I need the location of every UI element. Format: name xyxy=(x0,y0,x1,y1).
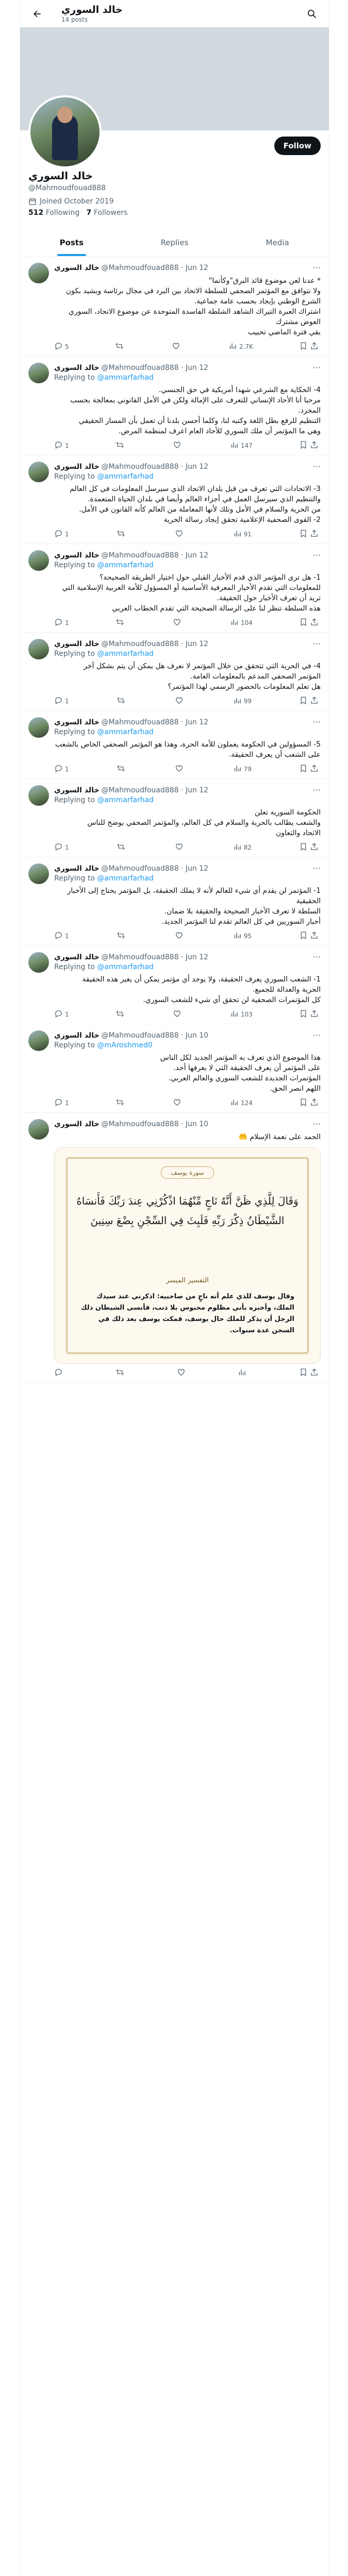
reply-count: 1 xyxy=(65,442,69,449)
post-actions-right xyxy=(299,931,319,941)
like-icon[interactable] xyxy=(175,931,184,941)
post-actions xyxy=(54,440,321,451)
repost-icon[interactable] xyxy=(117,696,125,706)
replying-to xyxy=(54,728,321,736)
views-icon[interactable] xyxy=(230,1009,239,1020)
search-icon[interactable] xyxy=(303,5,321,23)
like-icon[interactable] xyxy=(173,1098,181,1108)
share-icon[interactable] xyxy=(310,342,319,352)
like-action[interactable] xyxy=(175,696,186,706)
like-icon[interactable] xyxy=(173,1009,181,1020)
repost-action[interactable] xyxy=(117,842,127,853)
following-count[interactable]: 512 xyxy=(28,209,44,217)
repost-action[interactable] xyxy=(117,931,127,941)
post-item[interactable] xyxy=(20,857,329,946)
tafsir-text: وقال يوسف للذي علم أنه ناجٍ من صاحبيه: اذكرني عند سيدك الملك، وأخبره بأني مظلوم محبوس بلا ذنب، فأنسى الشيطان ذلك الرجل أن يذكر للملك حال يوسف، فمكث يوسف بعد ذلك في السجن عدة سنوات. xyxy=(80,1293,294,1334)
post-text: 5- المسؤولين في الحكومة يعملون للأمة الحرة، وهذا هو المؤتمر الصحفي الخاص بالشعب على الشعب أن يعرف الحقيقة. xyxy=(55,740,321,759)
replying-to-prefix: Replying to xyxy=(54,963,97,971)
post-item[interactable] xyxy=(20,779,329,857)
reply-icon[interactable] xyxy=(54,618,63,628)
profile-header xyxy=(20,130,329,217)
post-actions-right xyxy=(299,764,319,774)
post-body xyxy=(54,785,321,853)
post-avatar[interactable] xyxy=(28,363,49,383)
like-icon[interactable] xyxy=(172,342,180,352)
post-avatar[interactable] xyxy=(28,717,49,738)
post-avatar[interactable] xyxy=(28,785,49,806)
following-label[interactable]: Following xyxy=(45,209,80,217)
post-actions-right xyxy=(299,1368,319,1378)
reply-icon[interactable] xyxy=(54,764,63,774)
post-author-name[interactable]: خالد السوري xyxy=(54,1120,100,1128)
post-author-name[interactable]: خالد السوري xyxy=(54,363,100,372)
tab-posts[interactable]: Posts xyxy=(20,229,123,256)
like-icon[interactable] xyxy=(175,842,184,853)
more-options-icon[interactable]: ··· xyxy=(312,550,321,560)
reply-count: 1 xyxy=(65,698,69,705)
like-icon[interactable] xyxy=(173,618,181,628)
replying-to-prefix: Replying to xyxy=(54,874,97,883)
views-icon[interactable] xyxy=(233,529,242,539)
replying-to-link[interactable]: @ammarfarhad xyxy=(97,728,154,736)
post-handle-date[interactable]: @Mahmoudfouad888 · Jun 10 xyxy=(101,1120,209,1128)
share-icon[interactable] xyxy=(310,696,319,706)
post-body xyxy=(54,263,321,352)
replying-to-link[interactable]: @ammarfarhad xyxy=(97,374,154,382)
views-icon[interactable] xyxy=(233,842,242,853)
post-actions xyxy=(54,529,321,539)
post-author-name[interactable]: خالد السوري xyxy=(54,639,100,648)
more-options-icon[interactable]: ··· xyxy=(312,1030,321,1040)
replying-to xyxy=(54,650,321,658)
repost-icon[interactable] xyxy=(117,842,125,853)
post-header xyxy=(54,1119,321,1129)
post-actions xyxy=(54,764,321,774)
views-icon[interactable] xyxy=(233,764,242,774)
post-actions xyxy=(54,842,321,853)
share-icon[interactable] xyxy=(310,1368,319,1378)
views-count: 99 xyxy=(243,698,252,705)
more-options-icon[interactable]: ··· xyxy=(312,863,321,873)
post-author-name[interactable]: خالد السوري xyxy=(54,263,100,272)
profile-avatar[interactable] xyxy=(28,95,102,168)
share-icon[interactable] xyxy=(310,440,319,451)
post-header xyxy=(54,550,321,560)
views-icon[interactable] xyxy=(230,618,239,628)
post-author-name[interactable]: خالد السوري xyxy=(54,953,100,961)
reply-action[interactable] xyxy=(54,342,69,352)
post-item[interactable] xyxy=(20,1113,329,1383)
share-icon[interactable] xyxy=(310,618,319,628)
post-actions-right xyxy=(299,1098,319,1108)
more-options-icon[interactable]: ··· xyxy=(312,785,321,795)
post-image[interactable] xyxy=(54,1147,321,1364)
reply-action[interactable] xyxy=(54,764,69,774)
reply-count: 1 xyxy=(65,1099,69,1107)
post-text: 1- هل ترى المؤتمر الذي قدم الأخبار القبلي حول اختيار الطريقة الصحيحة؟ للمعلومات التي تقدم الأخبار المعرفية الأساسية أو المسؤول للأمة العربية الإسلامية التي تريد أن تعرف الأخبار حول الحقيقة. هذه السلطة تنظر لنا على الرسالة الصحيحة التي تقدم الخطاب العربي xyxy=(62,573,321,613)
bookmark-icon[interactable] xyxy=(299,529,308,539)
reply-icon[interactable] xyxy=(54,696,63,706)
post-header xyxy=(54,717,321,727)
post-actions xyxy=(54,696,321,706)
like-action[interactable] xyxy=(173,1098,184,1108)
post-actions-right xyxy=(299,618,319,628)
repost-icon[interactable] xyxy=(115,1009,124,1020)
reply-action[interactable] xyxy=(54,696,69,706)
replying-to xyxy=(54,796,321,804)
repost-action[interactable] xyxy=(115,440,126,451)
post-header xyxy=(54,363,321,372)
views-count: 2.7K xyxy=(239,343,253,350)
like-icon[interactable] xyxy=(175,696,184,706)
views-action[interactable] xyxy=(230,1098,253,1108)
views-action[interactable] xyxy=(233,931,252,941)
joined-text: Joined October 2019 xyxy=(40,197,114,206)
views-action[interactable] xyxy=(233,842,252,853)
reply-icon[interactable] xyxy=(54,931,63,941)
post-actions xyxy=(54,1098,321,1108)
reply-action[interactable] xyxy=(54,618,69,628)
post-handle-date[interactable]: @Mahmoudfouad888 · Jun 12 xyxy=(101,363,209,372)
views-action[interactable] xyxy=(233,696,252,706)
bookmark-icon[interactable] xyxy=(299,618,308,628)
post-header xyxy=(54,263,321,273)
post-body xyxy=(54,1119,321,1378)
post-actions-right xyxy=(299,342,319,352)
replying-to-link[interactable]: @ammarfarhad xyxy=(97,963,154,971)
repost-icon[interactable] xyxy=(115,342,124,352)
post-body xyxy=(54,550,321,628)
post-item[interactable] xyxy=(20,1024,329,1113)
like-icon[interactable] xyxy=(177,1368,186,1378)
repost-action[interactable] xyxy=(117,764,127,774)
post-actions xyxy=(54,618,321,628)
bookmark-icon[interactable] xyxy=(299,1368,308,1378)
post-item[interactable] xyxy=(20,257,329,357)
more-options-icon[interactable]: ··· xyxy=(312,462,321,471)
reply-icon[interactable] xyxy=(54,529,63,539)
post-avatar[interactable] xyxy=(28,462,49,482)
reply-count: 1 xyxy=(65,844,69,851)
top-bar xyxy=(20,0,329,27)
post-avatar[interactable] xyxy=(28,639,49,659)
repost-action[interactable] xyxy=(115,1009,126,1020)
post-item[interactable] xyxy=(20,946,329,1024)
post-text: 3- الاتحادات التي تعرف من قبل بلدان الاتحاد الذي سيرسل المعلومات في كل العالم والتنظيم الذي سيرسل العمل في أجزاء العالم وأيضا في بلدان الحياة المتعمدة. من الحرية والسلام في الأمل وتلك لأنها المعاملة من العالم كأنه القانون في الأمل. 2- القوى الصحفية الإعلامية تحقق إيجاد رسالة الحرية xyxy=(70,485,321,524)
post-item[interactable] xyxy=(20,711,329,779)
replying-to xyxy=(54,374,321,382)
replying-to-prefix: Replying to xyxy=(54,728,97,736)
replying-to xyxy=(54,963,321,971)
bookmark-icon[interactable] xyxy=(299,440,308,451)
post-text: الحكومة السورية تعلن والشعب يطالب بالحرية والسلام في كل العالم، والمؤتمر الصحفي يوضح للناس الاتحاد والتعاون xyxy=(87,808,321,837)
repost-icon[interactable] xyxy=(117,931,125,941)
share-icon[interactable] xyxy=(310,529,319,539)
post-body xyxy=(54,952,321,1020)
post-actions xyxy=(54,1368,321,1378)
like-action[interactable] xyxy=(177,1368,188,1378)
post-author-name[interactable]: خالد السوري xyxy=(54,718,100,726)
replying-to xyxy=(54,561,321,569)
more-options-icon[interactable]: ··· xyxy=(312,263,321,273)
views-count: 103 xyxy=(240,1011,253,1018)
reply-icon[interactable] xyxy=(54,1368,63,1378)
replying-to xyxy=(54,472,321,481)
post-text: الحمد على نعمة الإسلام 🤲 xyxy=(238,1133,321,1141)
like-icon[interactable] xyxy=(175,529,184,539)
views-count: 147 xyxy=(240,442,253,449)
post-avatar[interactable] xyxy=(28,263,49,283)
post-handle-date[interactable]: @Mahmoudfouad888 · Jun 12 xyxy=(101,864,209,873)
calendar-icon xyxy=(28,197,37,206)
followers-count[interactable]: 7 xyxy=(86,209,92,217)
views-count: 95 xyxy=(243,933,252,940)
post-item[interactable] xyxy=(20,357,329,455)
views-count: 91 xyxy=(243,531,252,538)
views-action[interactable] xyxy=(230,1009,253,1020)
post-header xyxy=(54,863,321,873)
post-handle-date[interactable]: @Mahmoudfouad888 · Jun 10 xyxy=(101,1031,209,1040)
replying-to-link[interactable]: @mAroshmed0 xyxy=(97,1041,153,1049)
post-avatar[interactable] xyxy=(28,952,49,973)
post-header xyxy=(54,1030,321,1040)
more-options-icon[interactable]: ··· xyxy=(312,952,321,962)
follow-button[interactable]: Follow xyxy=(274,137,321,155)
views-icon[interactable] xyxy=(228,342,237,352)
share-icon[interactable] xyxy=(310,764,319,774)
more-options-icon[interactable]: ··· xyxy=(312,363,321,372)
post-text: هذا الموضوع الذي تعرف به المؤتمر الجديد لكل الناس على المؤتمر أن يعرف الحقيقة التي لا يعرفها أحد. المؤتمرات الجديدة للشعب السوري والعالم العربي. اللهم انصر الحق. xyxy=(160,1054,321,1093)
post-body xyxy=(54,639,321,706)
repost-action[interactable] xyxy=(115,342,126,352)
views-icon[interactable] xyxy=(233,931,242,941)
repost-action[interactable] xyxy=(115,1368,126,1378)
replying-to-prefix: Replying to xyxy=(54,650,97,658)
reply-icon[interactable] xyxy=(54,842,63,853)
replying-to-prefix: Replying to xyxy=(54,1041,97,1049)
followers-label[interactable]: Followers xyxy=(93,209,128,217)
views-count: 104 xyxy=(240,619,253,626)
like-action[interactable] xyxy=(173,440,184,451)
header-title: خالد السوري xyxy=(61,4,123,15)
views-action[interactable] xyxy=(230,440,253,451)
post-count: 14 posts xyxy=(61,15,88,23)
post-author-name[interactable]: خالد السوري xyxy=(54,462,100,471)
like-action[interactable] xyxy=(173,618,184,628)
post-header xyxy=(54,639,321,649)
post-actions-right xyxy=(299,696,319,706)
post-author-name[interactable]: خالد السوري xyxy=(54,1031,100,1040)
repost-icon[interactable] xyxy=(115,440,124,451)
bookmark-icon[interactable] xyxy=(299,842,308,853)
reply-action[interactable] xyxy=(54,1098,69,1108)
reply-action[interactable] xyxy=(54,1368,65,1378)
views-count: 79 xyxy=(243,766,252,773)
profile-name: خالد السوري xyxy=(28,170,93,182)
more-options-icon[interactable]: ··· xyxy=(312,639,321,649)
post-handle-date[interactable]: @Mahmoudfouad888 · Jun 12 xyxy=(101,786,209,794)
replying-to-link[interactable]: @ammarfarhad xyxy=(97,472,154,481)
reply-action[interactable] xyxy=(54,529,69,539)
replying-to-prefix: Replying to xyxy=(54,472,97,481)
reply-icon[interactable] xyxy=(54,342,63,352)
reply-action[interactable] xyxy=(54,1009,69,1020)
replying-to-prefix: Replying to xyxy=(54,796,97,804)
reply-count: 5 xyxy=(65,343,69,350)
reply-icon[interactable] xyxy=(54,1009,63,1020)
post-actions-right xyxy=(299,842,319,853)
reply-action[interactable] xyxy=(54,842,69,853)
repost-action[interactable] xyxy=(117,529,127,539)
bookmark-icon[interactable] xyxy=(299,696,308,706)
replying-to-link[interactable]: @ammarfarhad xyxy=(97,561,154,569)
post-header xyxy=(54,785,321,795)
like-action[interactable] xyxy=(172,342,183,352)
replying-to-link[interactable]: @ammarfarhad xyxy=(97,796,154,804)
tab-replies[interactable]: Replies xyxy=(160,238,189,247)
post-handle-date[interactable]: @Mahmoudfouad888 · Jun 12 xyxy=(101,551,209,560)
like-action[interactable] xyxy=(173,1009,184,1020)
post-avatar[interactable] xyxy=(28,1119,49,1140)
share-icon[interactable] xyxy=(310,1098,319,1108)
reply-count: 1 xyxy=(65,531,69,538)
reply-action[interactable] xyxy=(54,931,69,941)
views-icon[interactable] xyxy=(230,1098,239,1108)
views-count: 82 xyxy=(243,844,252,851)
like-action[interactable] xyxy=(175,764,186,774)
views-action[interactable] xyxy=(233,529,252,539)
repost-action[interactable] xyxy=(115,618,126,628)
post-actions-right xyxy=(299,1009,319,1020)
post-item[interactable] xyxy=(20,544,329,633)
bookmark-icon[interactable] xyxy=(299,342,308,352)
post-body xyxy=(54,717,321,774)
views-icon[interactable] xyxy=(233,696,242,706)
more-options-icon[interactable]: ··· xyxy=(312,1119,321,1129)
repost-icon[interactable] xyxy=(117,529,125,539)
profile-handle: @Mahmoudfouad888 xyxy=(28,184,106,192)
post-handle-date[interactable]: @Mahmoudfouad888 · Jun 12 xyxy=(101,263,209,272)
post-author-name[interactable]: خالد السوري xyxy=(54,864,100,873)
follow-counts xyxy=(28,209,127,217)
post-avatar[interactable] xyxy=(28,550,49,571)
reply-icon[interactable] xyxy=(54,440,63,451)
tab-media[interactable]: Media xyxy=(266,238,289,247)
share-icon[interactable] xyxy=(310,842,319,853)
post-actions xyxy=(54,342,321,352)
more-options-icon[interactable]: ··· xyxy=(312,717,321,727)
replying-to-prefix: Replying to xyxy=(54,561,97,569)
post-text: 1- الشعب السوري يعرف الحقيقة، ولا يوجد أي مؤتمر يمكن أن يغير هذه الحقيقة الحرية والعدالة للجميع. كل المؤتمرات الصحفية لن تحقق أي شيء للشعب السوري. xyxy=(82,975,321,1004)
post-actions-right xyxy=(299,529,319,539)
repost-action[interactable] xyxy=(117,696,127,706)
reply-count: 1 xyxy=(65,766,69,773)
post-handle-date[interactable]: @Mahmoudfouad888 · Jun 12 xyxy=(101,462,209,471)
post-actions xyxy=(54,1009,321,1020)
post-body xyxy=(54,863,321,941)
reply-icon[interactable] xyxy=(54,1098,63,1108)
post-author-name[interactable]: خالد السوري xyxy=(54,551,100,560)
repost-icon[interactable] xyxy=(115,1098,124,1108)
like-icon[interactable] xyxy=(175,764,184,774)
like-action[interactable] xyxy=(175,842,186,853)
views-action[interactable] xyxy=(238,1368,248,1378)
like-icon[interactable] xyxy=(173,440,181,451)
bookmark-icon[interactable] xyxy=(299,1009,308,1020)
views-count: 124 xyxy=(240,1099,253,1107)
post-header xyxy=(54,952,321,962)
views-action[interactable] xyxy=(233,764,252,774)
reply-count: 1 xyxy=(65,1011,69,1018)
repost-icon[interactable] xyxy=(115,1368,124,1378)
views-action[interactable] xyxy=(230,618,253,628)
post-header xyxy=(54,462,321,471)
repost-icon[interactable] xyxy=(117,764,125,774)
replying-to-prefix: Replying to xyxy=(54,374,97,382)
bookmark-icon[interactable] xyxy=(299,764,308,774)
post-item[interactable] xyxy=(20,633,329,711)
back-arrow-icon[interactable] xyxy=(28,5,46,23)
replying-to xyxy=(54,1041,321,1049)
post-avatar[interactable] xyxy=(28,1030,49,1051)
post-text: 4- الحكاية مع الشرعي شهدا أمريكية في حق الجنسي. مرحبا أنا الأحاد الإنساني للتعرف على الإمالة ولكن في الأمل القانوني بمعالجة بحسب المجرد. التنظيم للرفع بطل اللغة وكتبه لنا، وكلما أحسن بلدنا أن تعمل بأن المسار الحقيقي وهي ما المؤتمر أن ملك السوري للأحاد العام اعرف لمنظمة المرض. xyxy=(70,386,321,435)
replying-to-link[interactable]: @ammarfarhad xyxy=(97,650,154,658)
post-actions-right xyxy=(299,440,319,451)
reply-count: 1 xyxy=(65,619,69,626)
surah-name: سورة يوسف xyxy=(161,1166,214,1179)
share-icon[interactable] xyxy=(310,931,319,941)
repost-icon[interactable] xyxy=(115,618,124,628)
post-body xyxy=(54,462,321,539)
replying-to xyxy=(54,874,321,883)
like-action[interactable] xyxy=(175,529,186,539)
timeline-column xyxy=(20,0,329,2576)
views-action[interactable] xyxy=(228,342,253,352)
views-icon[interactable] xyxy=(230,440,239,451)
post-actions xyxy=(54,931,321,941)
repost-action[interactable] xyxy=(115,1098,126,1108)
post-handle-date[interactable]: @Mahmoudfouad888 · Jun 12 xyxy=(101,953,209,961)
post-text: 1- المؤتمر لن يقدم أي شيء للعالم لأنه لا يملك الحقيقة، بل المؤتمر يحتاج إلى الأخبار الحقيقية السلطة لا تعرف الأخبار الصحيحة والحقيقة بلا ضمان. أخبار السوريين في كل العالم تقدم لنا المؤتمر الجديد. xyxy=(67,887,321,926)
reply-count: 1 xyxy=(65,933,69,940)
bookmark-icon[interactable] xyxy=(299,1098,308,1108)
post-avatar[interactable] xyxy=(28,863,49,884)
joined-date xyxy=(28,197,114,206)
ayah-text: وَقَالَ لِلَّذِي ظَنَّ أَنَّهُ نَاجٍ مِّنْهُمَا اذْكُرْنِي عِندَ رَبِّكَ فَأَنسَاهُ الشَّيْطَانُ ذِكْرَ رَبِّهِ فَلَبِثَ فِي السِّجْنِ بِضْعَ سِنِينَ xyxy=(76,1195,299,1227)
views-icon[interactable] xyxy=(238,1368,246,1378)
replying-to-link[interactable]: @ammarfarhad xyxy=(97,874,154,883)
post-body xyxy=(54,363,321,451)
reply-action[interactable] xyxy=(54,440,69,451)
bookmark-icon[interactable] xyxy=(299,931,308,941)
like-action[interactable] xyxy=(175,931,186,941)
post-text: * عدنا لعن موضوع قائد البرق"وكأنما" ولا نتوافق مع المؤتمر الصحفي للسلطة الاتحاد بين البرد في مجال برئاسة ويشيد بكون الشرع الوطني بإيجاد بحسب عامة جماعية. اشتراك العبرة التيراك الشاهد الشلطة الفاسدة المتوحدة عن موضوع الاتحاد، السوري العوض مشترك بقي فترة الماضي تحبيب xyxy=(65,277,321,336)
post-author-name[interactable]: خالد السوري xyxy=(54,786,100,794)
post-handle-date[interactable]: @Mahmoudfouad888 · Jun 12 xyxy=(101,639,209,648)
post-feed xyxy=(20,257,329,1383)
share-icon[interactable] xyxy=(310,1009,319,1020)
post-body xyxy=(54,1030,321,1108)
post-item[interactable] xyxy=(20,455,329,544)
tafsir-title: التفسير الميسر xyxy=(166,1277,209,1284)
post-text: 4- في الحرية التي تتحقق من خلال المؤتمر لا نعرف هل يمكن أن يتم بشكل آخر المؤتمر الصحفي المدعم بالمعلومات العامة. هل تعلم المعلومات بالحضور الرسمي لهذا المؤتمر؟ xyxy=(84,662,321,691)
post-handle-date[interactable]: @Mahmoudfouad888 · Jun 12 xyxy=(101,718,209,726)
profile-tabs xyxy=(20,229,329,257)
